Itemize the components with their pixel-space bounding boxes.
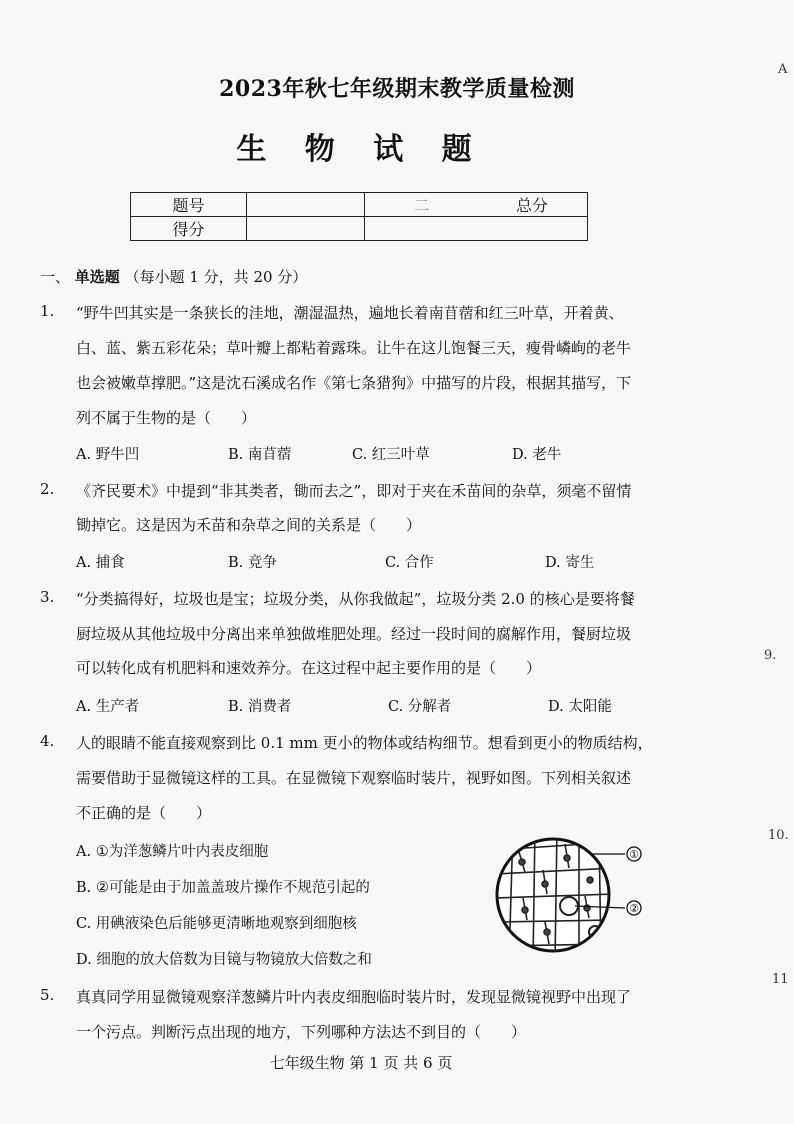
table-cell: 总分 (478, 193, 588, 217)
question-number: 2. (40, 480, 55, 498)
section-label: 一、 (40, 268, 71, 286)
option-c: C. 红三叶草 (352, 447, 430, 463)
option-a: A. 生产者 (76, 699, 140, 715)
score-table-row (131, 193, 588, 217)
exam-title: 2023年秋七年级期末教学质量检测 (219, 76, 575, 102)
option-d: D. 细胞的放大倍数为目镜与物镜放大倍数之和 (76, 952, 372, 968)
option-c: C. 用碘液染色后能够更清晰地观察到细胞核 (76, 916, 357, 932)
question-number: 1. (40, 302, 55, 320)
subject-title: 生 物 试 题 (236, 132, 486, 167)
question-number: 4. (40, 732, 55, 750)
table-cell (247, 217, 365, 241)
table-cell: 题号 (131, 193, 247, 217)
margin-mark: 11 (772, 972, 789, 987)
question-text-line: 需要借助于显微镜这样的工具。在显微镜下观察临时装片，视野如图。下列相关叙述 (76, 769, 632, 787)
question-text-line: 列不属于生物的是（ ） (76, 409, 257, 427)
figure-label-2: ② (629, 902, 639, 915)
option-d: D. 寄生 (545, 555, 595, 571)
option-d: D. 太阳能 (548, 699, 612, 715)
option-b: B. ②可能是由于加盖盖玻片操作不规范引起的 (76, 880, 370, 896)
question-text-line: 锄掉它。这是因为禾苗和杂草之间的关系是（ ） (76, 516, 422, 534)
table-cell (247, 193, 365, 217)
option-d: D. 老牛 (512, 447, 562, 463)
onion-cell-micrograph (495, 828, 655, 962)
question-text-line: 可以转化成有机肥料和速效养分。在这过程中起主要作用的是（ ） (76, 659, 542, 677)
question-number: 3. (40, 588, 55, 606)
question-text-line: 厨垃圾从其他垃圾中分离出来单独做堆肥处理。经过一段时间的腐解作用，餐厨垃圾 (76, 625, 632, 643)
option-a: A. 捕食 (76, 555, 125, 571)
table-cell: 得分 (131, 217, 247, 241)
option-a: A. 野牛凹 (76, 447, 140, 463)
question-text-line: “野牛凹其实是一条狭长的洼地，潮湿温热，遍地长着南苜蓿和红三叶草，开着黄、 (76, 304, 624, 322)
question-text-line: 也会被嫩草撑肥。”这是沈石溪成名作《第七条猎狗》中描写的片段，根据其描写，下 (76, 374, 632, 392)
question-text-line: 人的眼睛不能直接观察到比 0.1 mm 更小的物体或结构细节。想看到更小的物质结构， (76, 734, 653, 752)
microscope-view-figure (495, 828, 655, 966)
score-table (130, 192, 588, 241)
score-table-row (131, 217, 588, 241)
margin-mark: A (778, 62, 788, 77)
margin-mark: 9. (764, 648, 777, 663)
question-number: 5. (40, 986, 55, 1004)
question-text-line: 真真同学用显微镜观察洋葱鳞片叶内表皮细胞临时装片时，发现显微镜视野中出现了 (76, 988, 632, 1006)
question-text-line: “分类搞得好，垃圾也是宝；垃圾分类，从你我做起”，垃圾分类 2.0 的核心是要将餐 (76, 590, 635, 608)
question-text-line: 白、蓝、紫五彩花朵；草叶瓣上都粘着露珠。让牛在这儿饱餐三天，瘦骨嶙峋的老牛 (76, 339, 632, 357)
option-b: B. 消费者 (228, 699, 292, 715)
table-cell (365, 217, 479, 241)
question-text-line: 不正确的是（ ） (76, 804, 212, 822)
page-footer: 七年级生物 第 1 页 共 6 页 (269, 1054, 453, 1072)
question-text-line: 《齐民要术》中提到“非其类者，锄而去之”，即对于夹在禾苗间的杂草，须毫不留情 (76, 482, 632, 500)
margin-mark: 10. (768, 828, 789, 843)
figure-label-1: ① (629, 848, 639, 861)
option-c: C. 合作 (385, 555, 434, 571)
section-heading (40, 266, 307, 287)
option-b: B. 南苜蓿 (228, 447, 292, 463)
section-note: （每小题 1 分，共 20 分） (124, 268, 308, 286)
question-text-line: 一个污点。判断污点出现的地方，下列哪种方法达不到目的（ ） (76, 1023, 527, 1041)
option-c: C. 分解者 (388, 699, 452, 715)
option-a: A. ①为洋葱鳞片叶内表皮细胞 (76, 844, 269, 860)
section-title: 单选题 (74, 268, 120, 286)
table-cell: 二 (365, 193, 479, 217)
option-b: B. 竞争 (228, 555, 277, 571)
table-cell (478, 217, 588, 241)
